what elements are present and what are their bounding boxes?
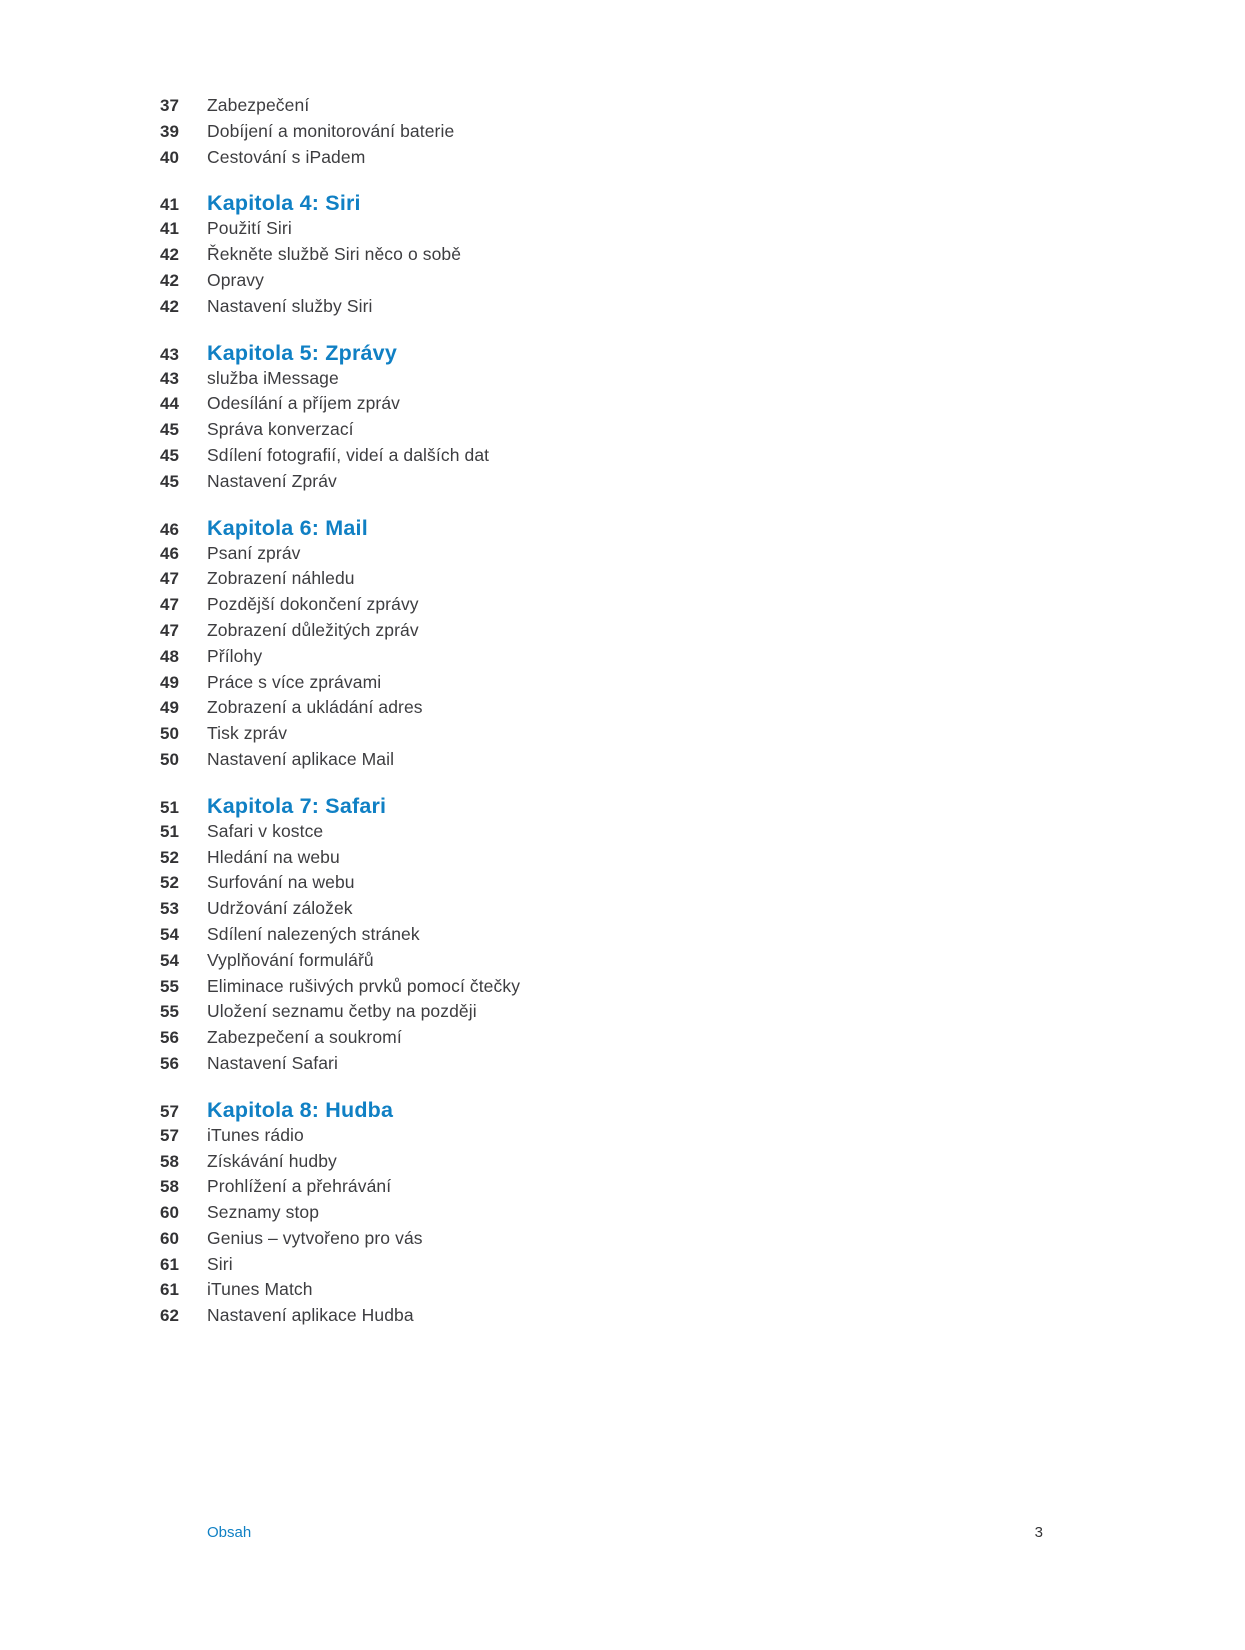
toc-entry-row [160,747,1245,773]
toc-page-number: 50 [160,724,179,744]
toc-entry-row [160,1200,1245,1226]
toc-entry-title[interactable]: Nastavení služby Siri [207,295,373,316]
toc-entry-title[interactable]: Použití Siri [207,218,292,239]
toc-entry-title[interactable]: Dobíjení a monitorování baterie [207,120,455,141]
toc-section [160,340,1245,495]
toc-page-number: 55 [160,976,179,996]
toc-entry-title[interactable]: Siri [207,1253,233,1274]
toc-chapter-title[interactable]: Kapitola 8: Hudba [207,1097,394,1122]
footer-obsah-link[interactable]: Obsah [207,1524,252,1541]
toc-entry-row [160,93,1245,119]
toc-entry-row [160,721,1245,747]
toc-page-number: 61 [160,1254,179,1274]
toc-entry-title[interactable]: Genius – vytvořeno pro vás [207,1227,423,1248]
toc-entry-title[interactable]: Tisk zpráv [207,723,288,744]
toc-page-number: 52 [160,873,179,893]
toc-chapter-row [160,793,1245,819]
toc-entry-title[interactable]: Zobrazení a ukládání adres [207,697,423,718]
toc-section [160,1097,1245,1329]
toc-chapter-row [160,190,1245,216]
toc-entry-title[interactable]: Cestování s iPadem [207,146,366,167]
toc-entry-row [160,443,1245,469]
toc-entry-row [160,242,1245,268]
toc-page-number: 52 [160,847,179,867]
toc-entry-row [160,644,1245,670]
toc-page-number: 45 [160,420,179,440]
toc-page-number: 62 [160,1306,179,1326]
toc-page-number: 60 [160,1228,179,1248]
toc-entry-title[interactable]: Nastavení Safari [207,1052,338,1073]
toc-entry-title[interactable]: Přílohy [207,645,263,666]
toc-page-number: 57 [160,1125,179,1145]
toc-page-number: 61 [160,1280,179,1300]
toc-entry-title[interactable]: Zobrazení náhledu [207,568,355,589]
toc-entry-row [160,541,1245,567]
page-footer [160,1524,1043,1541]
toc-section [160,190,1245,319]
toc-entry-row [160,1174,1245,1200]
toc-page-number: 46 [160,519,179,539]
toc-page-number: 45 [160,471,179,491]
toc-page-number: 50 [160,749,179,769]
toc-entry-title[interactable]: Získávání hudby [207,1150,337,1171]
toc-page-number: 58 [160,1151,179,1171]
toc-entry-title[interactable]: Eliminace rušivých prvků pomocí čtečky [207,975,521,996]
toc-entry-row [160,948,1245,974]
toc-entry-row [160,974,1245,1000]
toc-entry-title[interactable]: Psaní zpráv [207,542,301,563]
toc-page-number: 58 [160,1177,179,1197]
toc-entry-row [160,469,1245,495]
toc-entry-title[interactable]: iTunes Match [207,1279,313,1300]
toc-entry-title[interactable]: Odesílání a příjem zpráv [207,393,401,414]
toc-entry-row [160,592,1245,618]
toc-section [160,793,1245,1077]
toc-page-number: 45 [160,445,179,465]
toc-entry-row [160,999,1245,1025]
toc-page-number: 54 [160,950,179,970]
toc-entry-row [160,896,1245,922]
toc-page-number: 44 [160,394,179,414]
toc-entry-row [160,417,1245,443]
toc-entry-row [160,1123,1245,1149]
toc-page-number: 41 [160,195,179,215]
toc-chapter-row [160,340,1245,366]
toc-entry-title[interactable]: Správa konverzací [207,419,354,440]
toc-page-number: 51 [160,797,179,817]
toc-entry-row [160,845,1245,871]
toc-entry-title[interactable]: Práce s více zprávami [207,671,382,692]
toc-entry-title[interactable]: Pozdější dokončení zprávy [207,594,419,615]
toc-entry-row [160,870,1245,896]
toc-entry-row [160,1303,1245,1329]
toc-entry-title[interactable]: Surfování na webu [207,872,355,893]
toc-page-number: 42 [160,296,179,316]
toc-page-number: 49 [160,672,179,692]
toc-entry-row [160,566,1245,592]
toc-entry-row [160,618,1245,644]
toc-entry-row [160,1252,1245,1278]
toc-page-number: 55 [160,1002,179,1022]
toc-entry-row [160,216,1245,242]
toc-entry-title[interactable]: Prohlížení a přehrávání [207,1176,392,1197]
toc-entry-title[interactable]: služba iMessage [207,367,339,388]
toc-entry-title[interactable]: iTunes rádio [207,1124,304,1145]
toc-entry-row [160,922,1245,948]
toc-entry-title[interactable]: Sdílení fotografií, videí a dalších dat [207,444,490,465]
toc-page-number: 47 [160,595,179,615]
toc-page-number: 37 [160,96,179,115]
toc-page-number: 40 [160,147,179,167]
toc-entry-row [160,1277,1245,1303]
toc-entry-title[interactable]: Řekněte službě Siri něco o sobě [207,244,462,265]
toc-entry-title[interactable]: Nastavení aplikace Mail [207,748,395,769]
toc-entry-title[interactable]: Safari v kostce [207,820,324,841]
toc-page-number: 47 [160,569,179,589]
toc-entry-row [160,1051,1245,1077]
toc-entry-title[interactable]: Zobrazení důležitých zpráv [207,619,419,640]
toc-entry-row [160,294,1245,320]
toc-entry-row [160,366,1245,392]
footer-page-number: 3 [1034,1524,1043,1541]
toc-entry-row [160,119,1245,145]
toc-entry-title[interactable]: Vyplňování formulářů [207,949,374,970]
toc-entry-row [160,1149,1245,1175]
toc-page-number: 41 [160,219,179,239]
toc-page-number: 54 [160,924,179,944]
toc-entry-row [160,1226,1245,1252]
toc-chapter-title[interactable]: Kapitola 4: Siri [207,191,361,216]
toc-page-number: 42 [160,245,179,265]
toc-entry-title[interactable]: Nastavení aplikace Hudba [207,1305,414,1326]
toc-entry-row [160,819,1245,845]
toc-chapter-row [160,1097,1245,1123]
toc-entry-row [160,695,1245,721]
toc-section [160,515,1245,773]
toc-entry-title[interactable]: Opravy [207,269,265,290]
toc-entry-row [160,1025,1245,1051]
toc-chapter-title[interactable]: Kapitola 7: Safari [207,793,387,818]
toc-entry-title[interactable]: Hledání na webu [207,846,340,867]
toc-page-number: 56 [160,1053,179,1073]
toc-entry-title[interactable]: Seznamy stop [207,1202,320,1223]
toc-page-number: 53 [160,899,179,919]
toc-page-number: 43 [160,344,179,364]
toc-entry-title[interactable]: Zabezpečení a soukromí [207,1027,402,1048]
toc-section [160,93,1245,170]
toc-entry-title[interactable]: Sdílení nalezených stránek [207,923,420,944]
toc-page-number: 51 [160,821,179,841]
toc-page-number: 43 [160,368,179,388]
toc-entry-row [160,391,1245,417]
toc-entry-title[interactable]: Udržování záložek [207,898,353,919]
toc-chapter-title[interactable]: Kapitola 5: Zprávy [207,340,397,365]
toc-page-number: 56 [160,1028,179,1048]
toc-page-number: 42 [160,270,179,290]
toc-entry-title[interactable]: Uložení seznamu četby na později [207,1001,477,1022]
toc-chapter-row [160,515,1245,541]
toc-page-number: 57 [160,1101,179,1121]
toc-entry-row [160,268,1245,294]
toc-entry-title[interactable]: Nastavení Zpráv [207,470,337,491]
toc-page-number: 47 [160,620,179,640]
toc-page-number: 48 [160,646,179,666]
toc-page-number: 46 [160,543,179,563]
toc-entry-row [160,670,1245,696]
toc-entry-title[interactable]: Zabezpečení [207,95,310,115]
toc-entry-row [160,145,1245,171]
toc-page-number: 49 [160,698,179,718]
toc-page-number: 60 [160,1203,179,1223]
toc-page-number: 39 [160,121,179,141]
toc-chapter-title[interactable]: Kapitola 6: Mail [207,515,368,540]
